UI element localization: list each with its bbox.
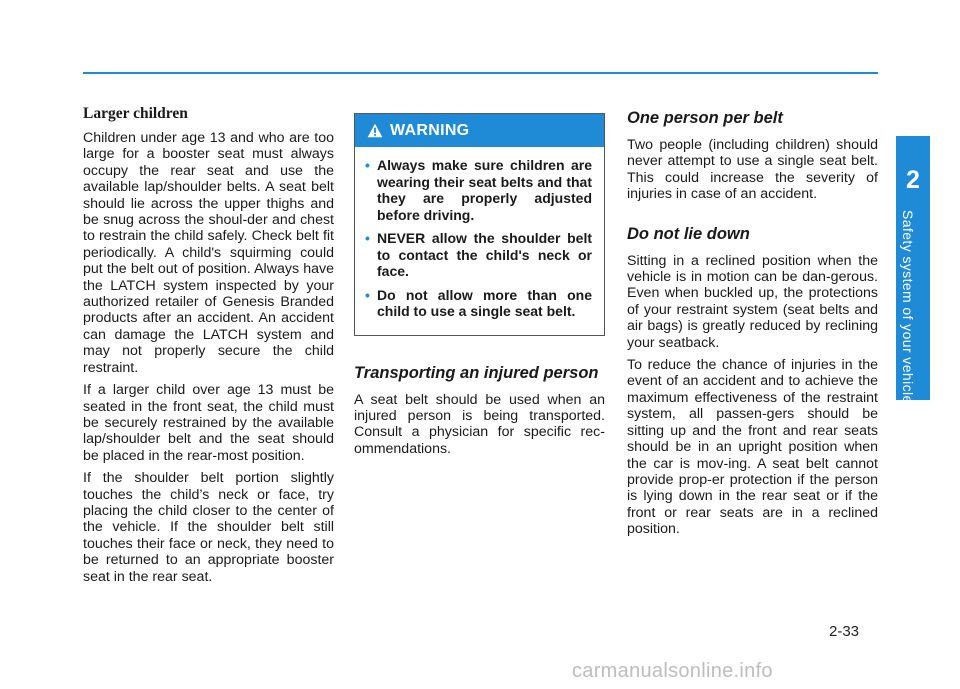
warning-item <box>365 287 592 320</box>
watermark: carmanualsonline.info <box>572 660 773 682</box>
header-rule <box>83 72 878 74</box>
bullet-icon: • <box>365 286 370 303</box>
warning-box <box>354 113 605 336</box>
warning-item-text: NEVER allow the shoulder belt to contact the child's neck or face. <box>377 230 592 279</box>
larger-children-heading: Larger children <box>83 105 188 122</box>
transporting-heading: Transporting an injured person <box>354 363 599 382</box>
warning-label: WARNING <box>390 121 470 139</box>
paragraph: To reduce the chance of injuries in the event of an accident and to achieve the maximum effectiveness of the restraint system, all passen-gers should be sitting up and the front and rear seats should be in an upright position when the car is mov-ing. A seat belt cannot provide prop-er protection if the person is lying down in the rear seat or if the front or rear seats are in a reclined position. <box>627 357 878 538</box>
paragraph: Children under age 13 and who are too large for a booster seat must always occupy the rear seat and use the available lap/shoulder belts. A seat belt should lie across the upper thighs and be snug across the shoul-der and chest to restrain the child safely. Check belt fit periodically. A child's squirming could put the belt out of position. Always have the LATCH system inspected by your authorized retailer of Genesis Branded products after an accident. An accident can damage the LATCH system and may not properly secure the child restraint. <box>83 130 334 376</box>
warning-item <box>365 157 592 223</box>
bullet-icon: • <box>365 157 370 173</box>
chapter-tab[interactable] <box>896 136 930 404</box>
column-right <box>627 109 878 544</box>
warning-item-text: Do not allow more than one child to use a single seat belt. <box>377 286 592 319</box>
warning-header <box>355 114 604 147</box>
warning-list <box>355 147 604 335</box>
chapter-title: Safety system of your vehicle <box>900 210 916 404</box>
bullet-icon: • <box>365 230 370 246</box>
warning-item-text: Always make sure children are wearing their seat belts and that they are properly adjusted before driving. <box>377 157 592 223</box>
column-middle <box>354 105 605 463</box>
column-larger-children <box>83 105 334 591</box>
paragraph: If a larger child over age 13 must be seated in the front seat, the child must be securely restrained by the available lap/shoulder belt and the seat should be placed in the rear-most position. <box>83 382 334 464</box>
one-person-heading: One person per belt <box>627 109 783 127</box>
page-number: 2-33 <box>829 623 860 640</box>
do-not-lie-down-heading: Do not lie down <box>627 224 750 243</box>
paragraph: Two people (including children) should never attempt to use a single seat belt. This could increase the severity of injuries in case of an accident. <box>627 137 878 203</box>
chapter-number: 2 <box>906 166 920 194</box>
warning-triangle-icon <box>367 123 383 138</box>
paragraph: Sitting in a reclined position when the vehicle is in motion can be dan-gerous. Even when buckled up, the protections of your restraint system (seat belts and air bags) is greatly reduced by reclining your seatback. <box>627 252 878 351</box>
warning-item <box>365 230 592 280</box>
paragraph: A seat belt should be used when an injured person is being transported. Consult a physician for specific rec-ommendations. <box>354 391 605 457</box>
paragraph: If the shoulder belt portion slightly touches the child’s neck or face, try placing the child closer to the center of the vehicle. If the shoulder belt still touches their face or neck, they need to be returned to an appropriate booster seat in the rear seat. <box>83 470 334 585</box>
